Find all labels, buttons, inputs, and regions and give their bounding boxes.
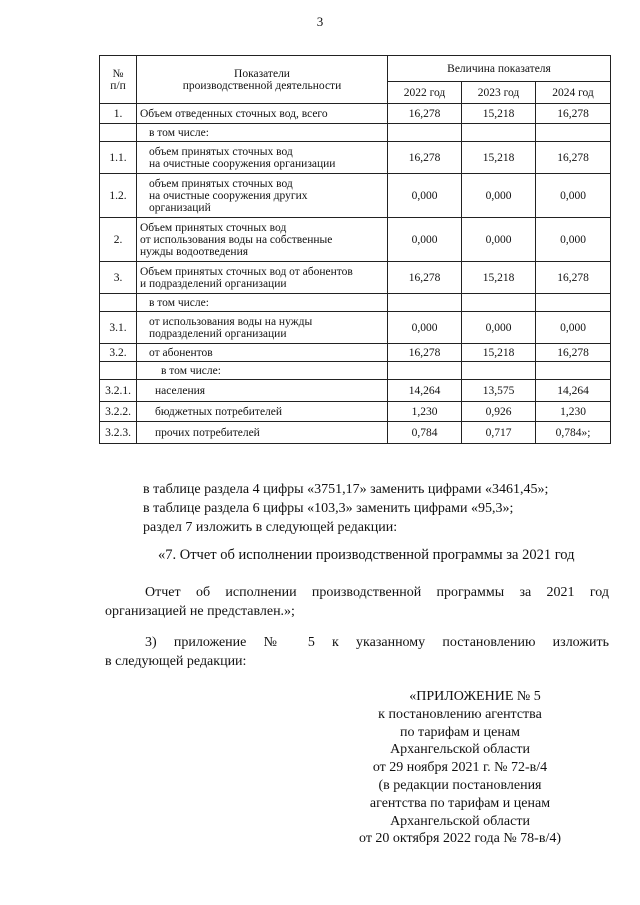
row-number: 3.1.	[100, 312, 137, 344]
appendix-line: (в редакции постановления	[378, 777, 542, 793]
row-value: 14,264	[536, 380, 611, 402]
appendix-line: от 29 ноября 2021 г. № 72-в/4	[372, 760, 548, 776]
appendix-line: «ПРИЛОЖЕНИЕ № 5	[409, 689, 541, 704]
row-value: 15,218	[462, 262, 536, 294]
table-row	[100, 142, 611, 174]
row-indicator: в том числе:	[137, 124, 388, 142]
header-year: 2023 год	[462, 82, 536, 104]
row-value: 0,000	[462, 312, 536, 344]
table-row	[100, 362, 611, 380]
row-indicator: Объем принятых сточных вод от абонентов и подразделений организации	[137, 262, 388, 294]
table-row	[100, 262, 611, 294]
row-value	[388, 294, 462, 312]
row-number: 2.	[100, 218, 137, 262]
row-value: 0,717	[462, 422, 536, 444]
appendix-line: к постановлению агентства	[378, 706, 542, 722]
row-indicator: от использования воды на нужды подразделений организации	[137, 312, 388, 344]
row-value: 16,278	[536, 262, 611, 294]
table-row	[100, 124, 611, 142]
page-number: 3	[316, 14, 324, 29]
appendix-line: Архангельской области	[390, 742, 530, 758]
row-value: 13,575	[462, 380, 536, 402]
row-value: 0,784	[388, 422, 462, 444]
header-year: 2022 год	[388, 82, 462, 104]
table-row	[100, 402, 611, 422]
row-value	[462, 124, 536, 142]
row-number: 1.1.	[100, 142, 137, 174]
row-number	[100, 362, 137, 380]
table-row	[100, 174, 611, 218]
row-value: 16,278	[388, 344, 462, 362]
table-row	[100, 380, 611, 402]
row-value: 0,000	[536, 174, 611, 218]
paragraph: раздел 7 изложить в следующей редакции:	[143, 520, 398, 535]
table-row	[100, 344, 611, 362]
table-row	[100, 294, 611, 312]
row-value: 0,000	[462, 218, 536, 262]
appendix-line: по тарифам и ценам	[400, 724, 520, 740]
table-row	[100, 104, 611, 124]
appendix-line: от 20 октября 2022 года № 78-в/4)	[359, 831, 561, 847]
row-value: 0,000	[462, 174, 536, 218]
paragraph	[105, 633, 609, 671]
row-indicator: Объем отведенных сточных вод, всего	[137, 104, 388, 124]
appendix-line: агентства по тарифам и ценам	[369, 795, 551, 811]
row-value: 16,278	[536, 344, 611, 362]
table-body	[100, 104, 611, 444]
row-number	[100, 294, 137, 312]
paragraph: в таблице раздела 6 цифры «103,3» заменить цифрами «95,3»;	[143, 501, 514, 516]
row-value: 16,278	[388, 142, 462, 174]
row-indicator: от абонентов	[137, 344, 388, 362]
row-indicator: объем принятых сточных вод на очистные сооружения других организаций	[137, 174, 388, 218]
row-number: 1.2.	[100, 174, 137, 218]
table-row	[100, 218, 611, 262]
row-value	[462, 362, 536, 380]
appendix-header	[330, 688, 590, 848]
paragraph-line: 3) приложение № 5 к указанному постановлению изложить	[145, 635, 609, 650]
paragraph-line: в следующей редакции:	[105, 654, 247, 669]
row-number: 3.2.2.	[100, 402, 137, 422]
row-number: 3.2.1.	[100, 380, 137, 402]
paragraph-line: организацией не представлен.»;	[105, 604, 295, 619]
header-indicator: Показатели производственной деятельности	[137, 56, 388, 104]
row-value	[388, 362, 462, 380]
row-indicator: прочих потребителей	[137, 422, 388, 444]
appendix-line: Архангельской области	[390, 813, 530, 829]
row-number	[100, 124, 137, 142]
row-value: 0,000	[388, 218, 462, 262]
row-value: 0,000	[536, 312, 611, 344]
table-row	[100, 312, 611, 344]
row-indicator: населения	[137, 380, 388, 402]
section-heading: «7. Отчет об исполнении производственной программы за 2021 год	[158, 547, 575, 563]
row-value: 0,000	[536, 218, 611, 262]
row-indicator: объем принятых сточных вод на очистные сооружения организации	[137, 142, 388, 174]
paragraph	[105, 583, 609, 621]
header-value-group: Величина показателя	[388, 56, 611, 82]
row-value	[536, 294, 611, 312]
row-number: 3.	[100, 262, 137, 294]
row-value	[536, 124, 611, 142]
row-value: 15,218	[462, 104, 536, 124]
row-number: 3.2.	[100, 344, 137, 362]
table-row	[100, 422, 611, 444]
row-indicator: в том числе:	[137, 294, 388, 312]
row-indicator: бюджетных потребителей	[137, 402, 388, 422]
header-num: № п/п	[100, 56, 137, 104]
row-value: 0,000	[388, 312, 462, 344]
row-value: 14,264	[388, 380, 462, 402]
row-value: 0,926	[462, 402, 536, 422]
row-value	[536, 362, 611, 380]
row-value: 16,278	[536, 104, 611, 124]
row-value: 16,278	[388, 104, 462, 124]
row-value: 15,218	[462, 142, 536, 174]
paragraph: в таблице раздела 4 цифры «3751,17» заменить цифрами «3461,45»;	[143, 482, 549, 497]
row-value: 1,230	[536, 402, 611, 422]
row-value: 16,278	[388, 262, 462, 294]
row-value: 16,278	[536, 142, 611, 174]
row-value	[388, 124, 462, 142]
row-value: 0,784»;	[536, 422, 611, 444]
row-value: 1,230	[388, 402, 462, 422]
row-indicator: в том числе:	[137, 362, 388, 380]
row-number: 3.2.3.	[100, 422, 137, 444]
row-value	[462, 294, 536, 312]
row-value: 0,000	[388, 174, 462, 218]
row-value: 15,218	[462, 344, 536, 362]
paragraph-line: Отчет об исполнении производственной программы за 2021 год	[145, 585, 609, 600]
row-indicator: Объем принятых сточных вод от использования воды на собственные нужды водоотведения	[137, 218, 388, 262]
header-year: 2024 год	[536, 82, 611, 104]
indicators-table	[99, 55, 611, 444]
row-number: 1.	[100, 104, 137, 124]
